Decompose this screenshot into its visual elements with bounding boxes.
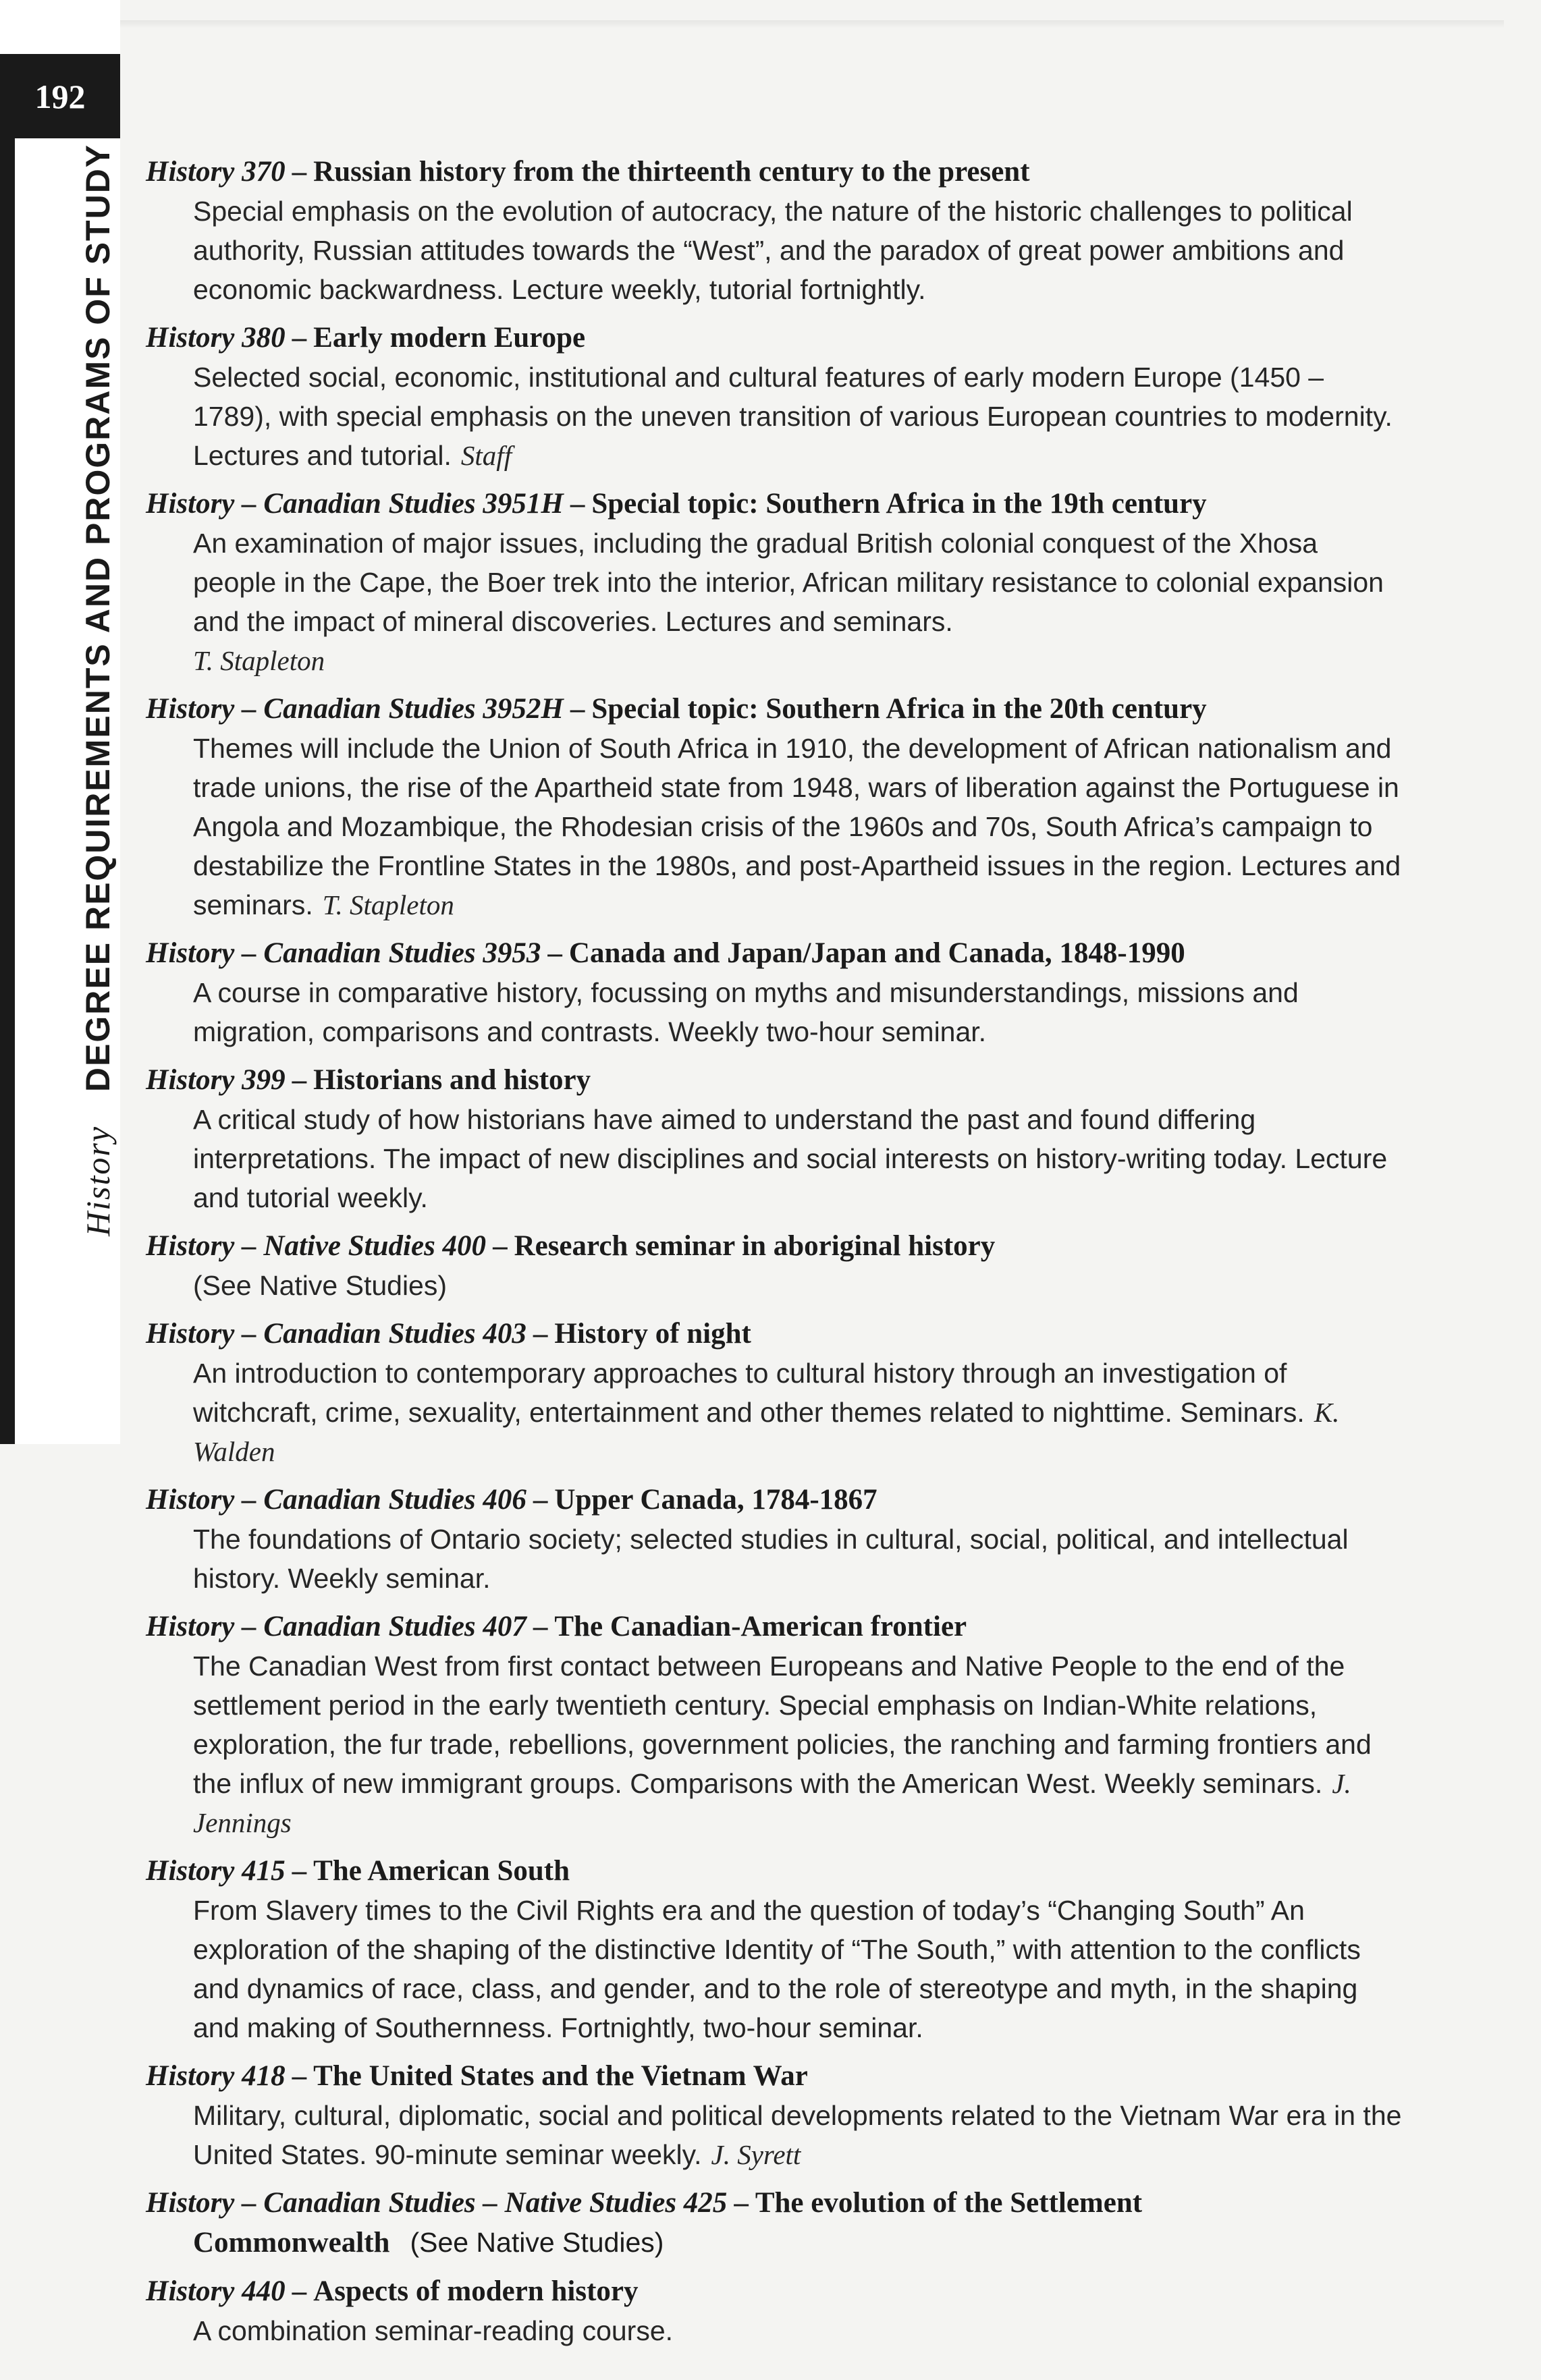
course-heading: History 415 – The American South: [146, 1855, 570, 1887]
course-entry: [146, 1607, 1408, 1842]
course-list: [146, 153, 1408, 2360]
course-description: [146, 192, 1408, 309]
course-instructor: Staff: [460, 440, 512, 471]
course-code: History – Native Studies 400: [146, 1230, 487, 1262]
course-description: [146, 524, 1408, 680]
course-heading: History – Canadian Studies 3951H – Special topic: Southern Africa in the 19th century: [146, 488, 1207, 520]
course-code: History 370: [146, 156, 286, 188]
course-entry: [146, 485, 1408, 680]
scan-edge-shadow: [120, 20, 1504, 28]
course-entry: [146, 934, 1408, 1051]
course-description-text: Themes will include the Union of South Africa in 1910, the development of African nationalism and trade unions, the rise of the Apartheid state from 1948, wars of liberation against the Portuguese in Angola and Mozambique, the Rhodesian crisis of the 1960s and 70s, South Africa’s campaign to destabilize the Frontline States in the 1980s, and post-Apartheid issues in the region. Lectures and seminars.: [193, 733, 1401, 920]
course-description-text: A course in comparative history, focussing on myths and misunderstandings, missions and migration, comparisons and contrasts. Weekly two-hour seminar.: [193, 977, 1299, 1047]
course-title: Special topic: Southern Africa in the 19th century: [591, 488, 1207, 520]
course-description: [146, 1646, 1408, 1842]
course-entry: [146, 1852, 1408, 2047]
course-instructor: K. Walden: [193, 1397, 1340, 1467]
course-description: [146, 1266, 1408, 1305]
course-title: History of night: [554, 1318, 751, 1350]
course-entry: [146, 2057, 1408, 2174]
course-instructor: T. Stapleton: [193, 645, 325, 676]
course-entry: [146, 1061, 1408, 1217]
course-heading: History – Canadian Studies 403 – History of night: [146, 1318, 751, 1350]
course-description-text: (See Native Studies): [193, 1270, 448, 1301]
course-title: Canada and Japan/Japan and Canada, 1848-1990: [568, 937, 1185, 969]
course-instructor: T. Stapleton: [322, 889, 454, 920]
course-heading: History – Canadian Studies 3953 – Canada and Japan/Japan and Canada, 1848-1990: [146, 937, 1185, 969]
course-heading: History 418 – The United States and the Vietnam War: [146, 2060, 808, 2092]
course-heading: History 399 – Historians and history: [146, 1064, 591, 1096]
course-code: History 399: [146, 1064, 286, 1096]
course-code: History 380: [146, 322, 286, 354]
course-entry: [146, 1314, 1408, 1471]
course-heading: History – Canadian Studies 407 – The Canadian-American frontier: [146, 1611, 967, 1642]
course-description: [146, 2096, 1408, 2174]
side-main-title: DEGREE REQUIREMENTS AND PROGRAMS OF STUDY: [79, 143, 117, 1092]
course-instructor: J. Syrett: [711, 2139, 801, 2170]
course-title: The evolution of the Settlement Commonwealth: [193, 2187, 1143, 2259]
side-section-label: History: [79, 1126, 117, 1236]
course-description: [146, 1100, 1408, 1217]
course-heading: History 380 – Early modern Europe: [146, 322, 586, 354]
course-description-text: Selected social, economic, institutional and cultural features of early modern Europe (1450 – 1789), with special emphasis on the uneven transition of various European countries to modernity. Lectures and tutorial.: [193, 362, 1393, 471]
course-description-text: An introduction to contemporary approaches to cultural history through an investigation of witchcraft, crime, sexuality, entertainment and other themes related to nighttime. Seminars.: [193, 1358, 1305, 1428]
page-number: 192: [0, 54, 120, 138]
course-title: Early modern Europe: [313, 322, 586, 354]
course-code: History 415: [146, 1855, 286, 1887]
course-description-text: A combination seminar-reading course.: [193, 2315, 674, 2346]
course-description-text: A critical study of how historians have aimed to understand the past and found differing interpretations. The impact of new disciplines and social interests on history-writing today. Lecture and tutorial weekly.: [193, 1104, 1388, 1213]
course-code: History – Canadian Studies 3953: [146, 937, 541, 969]
side-section-title: [78, 144, 117, 1236]
course-code: History – Canadian Studies 3952H: [146, 693, 564, 725]
course-heading: History – Canadian Studies 3952H – Special topic: Southern Africa in the 20th century: [146, 693, 1207, 725]
course-entry: [146, 1227, 1408, 1305]
course-code: History – Canadian Studies 403: [146, 1318, 526, 1350]
course-entry: [146, 2272, 1408, 2350]
course-title: The Canadian-American frontier: [554, 1611, 967, 1642]
course-description: [146, 1891, 1408, 2047]
course-title: The American South: [313, 1855, 570, 1887]
course-entry: [146, 2184, 1408, 2263]
course-code: History – Canadian Studies – Native Studies 425: [146, 2187, 728, 2219]
course-description-text: Military, cultural, diplomatic, social and political developments related to the Vietnam War era in the United States. 90-minute seminar weekly.: [193, 2100, 1402, 2170]
course-title: Upper Canada, 1784-1867: [554, 1484, 877, 1516]
course-description: [146, 2311, 1408, 2350]
course-title: Special topic: Southern Africa in the 20th century: [591, 693, 1207, 725]
course-description-text: From Slavery times to the Civil Rights era and the question of today’s “Changing South” An exploration of the shaping of the distinctive Identity of “The South,” with attention to the conflicts and dynamics of race, class, and gender, and to the role of stereotype and myth, in the shaping and making of Southernness. Fortnightly, two-hour seminar.: [193, 1895, 1361, 2043]
course-description: [146, 973, 1408, 1051]
course-instructor: J. Jennings: [193, 1768, 1351, 1838]
course-description-text: An examination of major issues, including the gradual British colonial conquest of the Xhosa people in the Cape, the Boer trek into the interior, African military resistance to colonial expansion and the impact of mineral discoveries. Lectures and seminars.: [193, 528, 1384, 637]
course-description: [146, 729, 1408, 924]
course-heading: History – Canadian Studies – Native Studies 425 – The evolution of the Settlement Commonwealth (See Native Studies): [146, 2187, 1143, 2259]
course-description-text: The foundations of Ontario society; selected studies in cultural, social, political, and intellectual history. Weekly seminar.: [193, 1524, 1349, 1594]
course-heading: History – Canadian Studies 406 – Upper Canada, 1784-1867: [146, 1484, 877, 1516]
course-code: History 440: [146, 2275, 286, 2307]
course-description-text: Special emphasis on the evolution of autocracy, the nature of the historic challenges to political authority, Russian attitudes towards the “West”, and the paradox of great power ambitions and economic backwardness. Lecture weekly, tutorial fortnightly.: [193, 196, 1353, 305]
course-entry: [146, 153, 1408, 309]
course-title: Russian history from the thirteenth century to the present: [313, 156, 1030, 188]
course-entry: [146, 1480, 1408, 1598]
course-title: The United States and the Vietnam War: [313, 2060, 808, 2092]
course-title: Historians and history: [313, 1064, 591, 1096]
course-heading: History – Native Studies 400 – Research seminar in aboriginal history: [146, 1230, 996, 1262]
course-description: [146, 1354, 1408, 1471]
course-description: [146, 358, 1408, 475]
course-heading: History 370 – Russian history from the thirteenth century to the present: [146, 156, 1030, 188]
course-code: History – Canadian Studies 407: [146, 1611, 526, 1642]
course-code: History 418: [146, 2060, 286, 2092]
course-title: Aspects of modern history: [313, 2275, 639, 2307]
course-description-text: The Canadian West from first contact between Europeans and Native People to the end of the settlement period in the early twentieth century. Special emphasis on Indian-White relations, exploration, the fur trade, rebellions, government policies, the ranching and farming frontiers and the influx of new immigrant groups. Comparisons with the American West. Weekly seminars.: [193, 1651, 1372, 1799]
course-heading: History 440 – Aspects of modern history: [146, 2275, 639, 2307]
course-code: History – Canadian Studies 3951H: [146, 488, 564, 520]
course-entry: [146, 319, 1408, 475]
course-description: [146, 1520, 1408, 1598]
course-cross-reference: (See Native Studies): [410, 2227, 664, 2258]
course-entry: [146, 690, 1408, 924]
course-code: History – Canadian Studies 406: [146, 1484, 526, 1516]
course-title: Research seminar in aboriginal history: [514, 1230, 996, 1262]
spine-bar: [0, 138, 15, 1444]
